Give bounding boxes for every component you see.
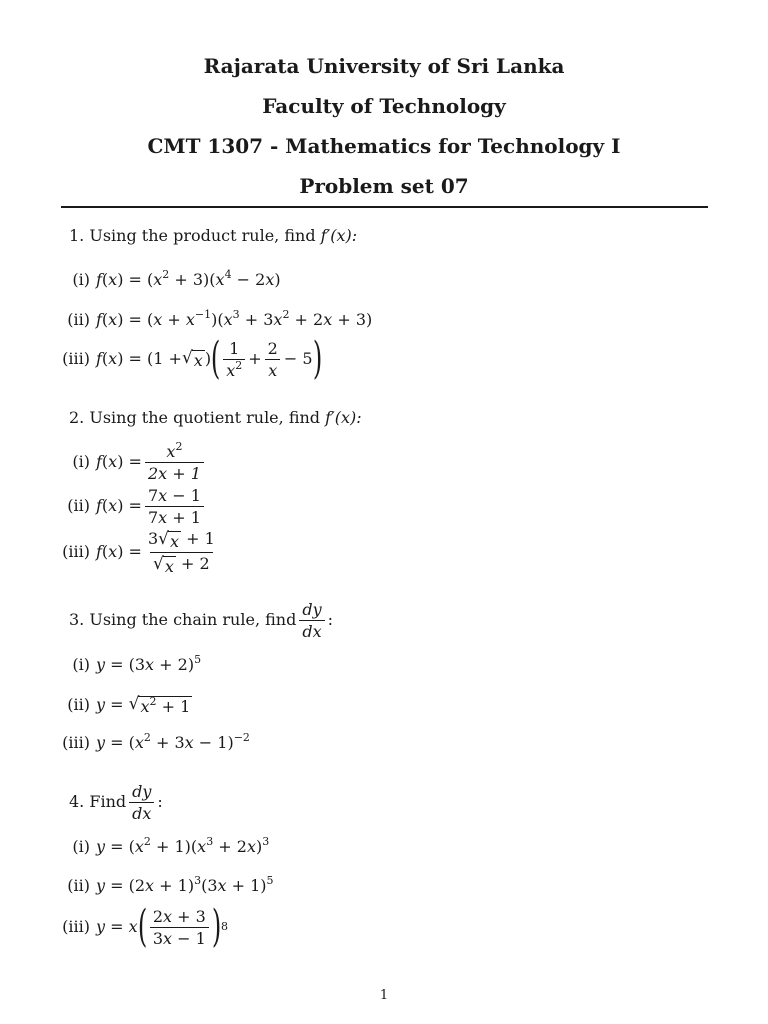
- page-number: 1: [379, 988, 389, 1003]
- q2-item-iii: [40, 530, 221, 574]
- item-expression: $y = (3x + 2)^5$: [96, 653, 202, 674]
- item-label: (i): [72, 655, 90, 674]
- q1-item-iii: [40, 333, 322, 384]
- q2-item-i: [40, 441, 207, 483]
- item-expression: f ( x ) = $\frac{x^2}{2x + 1}$: [96, 442, 207, 483]
- q3-item-i: [40, 655, 201, 675]
- item-label: (ii): [67, 496, 90, 515]
- item-expression: f ( x ) = $\frac{7x - 1}{7x + 1}$: [96, 486, 207, 527]
- item-label: (iii): [62, 542, 90, 561]
- q4-item-iii: [40, 901, 228, 952]
- q1-item-i: [40, 270, 281, 290]
- item-label: (iii): [62, 349, 90, 368]
- item-expression: $y = (x^2 + 3x - 1)^{-2}$: [96, 731, 250, 752]
- university-title: Rajarata University of Sri Lanka: [203, 54, 565, 78]
- question-number: 4.: [69, 792, 85, 811]
- item-expression: f ( x ) = 3 √ x + 1 √ x + 2: [96, 528, 215, 576]
- item-label: (iii): [62, 733, 90, 752]
- item-expression: y = x ( $\frac{2x + 3}{3x - 1}$ ) 8: [96, 901, 228, 952]
- item-expression: $y = (2x + 1)^3(3x + 1)^5$: [96, 874, 274, 895]
- item-label: (ii): [67, 876, 90, 895]
- q4-item-ii: [40, 876, 274, 896]
- question-prompt: Find: [89, 792, 127, 811]
- derivative-fraction: $\frac{dy}{dx}$: [129, 782, 154, 823]
- q1-item-ii: [40, 310, 372, 330]
- item-label: (iii): [62, 917, 90, 936]
- q3-item-ii: [40, 694, 192, 716]
- item-expression: $f(x) = (x + x^{-1})(x^3 + 3x^2 + 2x + 3)$: [96, 308, 373, 329]
- item-label: (ii): [67, 695, 90, 714]
- item-expression: y = √ $x^2 + 1$: [96, 694, 191, 716]
- q2-item-ii: [40, 485, 207, 527]
- question-number: 1.: [69, 226, 85, 245]
- item-expression: $y = (x^2 + 1)(x^3 + 2x)^3$: [96, 835, 270, 856]
- question-1: [69, 226, 357, 246]
- item-label: (ii): [67, 310, 90, 329]
- item-expression: $f(x) = (x^2 + 3)(x^4 - 2x)$: [96, 268, 281, 289]
- course-title: CMT 1307 - Mathematics for Technology I: [147, 134, 621, 158]
- question-prompt: Using the chain rule, find: [89, 610, 297, 629]
- item-label: (i): [72, 837, 90, 856]
- faculty-title: Faculty of Technology: [262, 94, 506, 118]
- question-number: 3.: [69, 610, 85, 629]
- problem-set-title: Problem set 07: [299, 174, 469, 198]
- question-number: 2.: [69, 408, 85, 427]
- question-3: 3. Using the chain rule, find $\frac{dy}{dx}$ :: [69, 599, 334, 641]
- question-target: f′(x):: [320, 226, 358, 245]
- q3-item-iii: [40, 733, 250, 753]
- derivative-fraction: $\frac{dy}{dx}$: [299, 600, 324, 641]
- q4-item-i: [40, 837, 269, 857]
- question-4: 4. Find $\frac{dy}{dx}$ :: [69, 781, 163, 823]
- item-expression: f ( x ) = (1 + √ x ) ( $\frac{1}{x^2}$ + $\frac{2}{x}$ − 5 ): [96, 333, 322, 384]
- header-rule: [61, 206, 708, 208]
- item-label: (i): [72, 452, 90, 471]
- question-2: [69, 408, 362, 428]
- item-label: (i): [72, 270, 90, 289]
- question-prompt: Using the quotient rule, find: [89, 408, 321, 427]
- question-prompt: Using the product rule, find: [89, 226, 316, 245]
- question-target: f′(x):: [325, 408, 362, 427]
